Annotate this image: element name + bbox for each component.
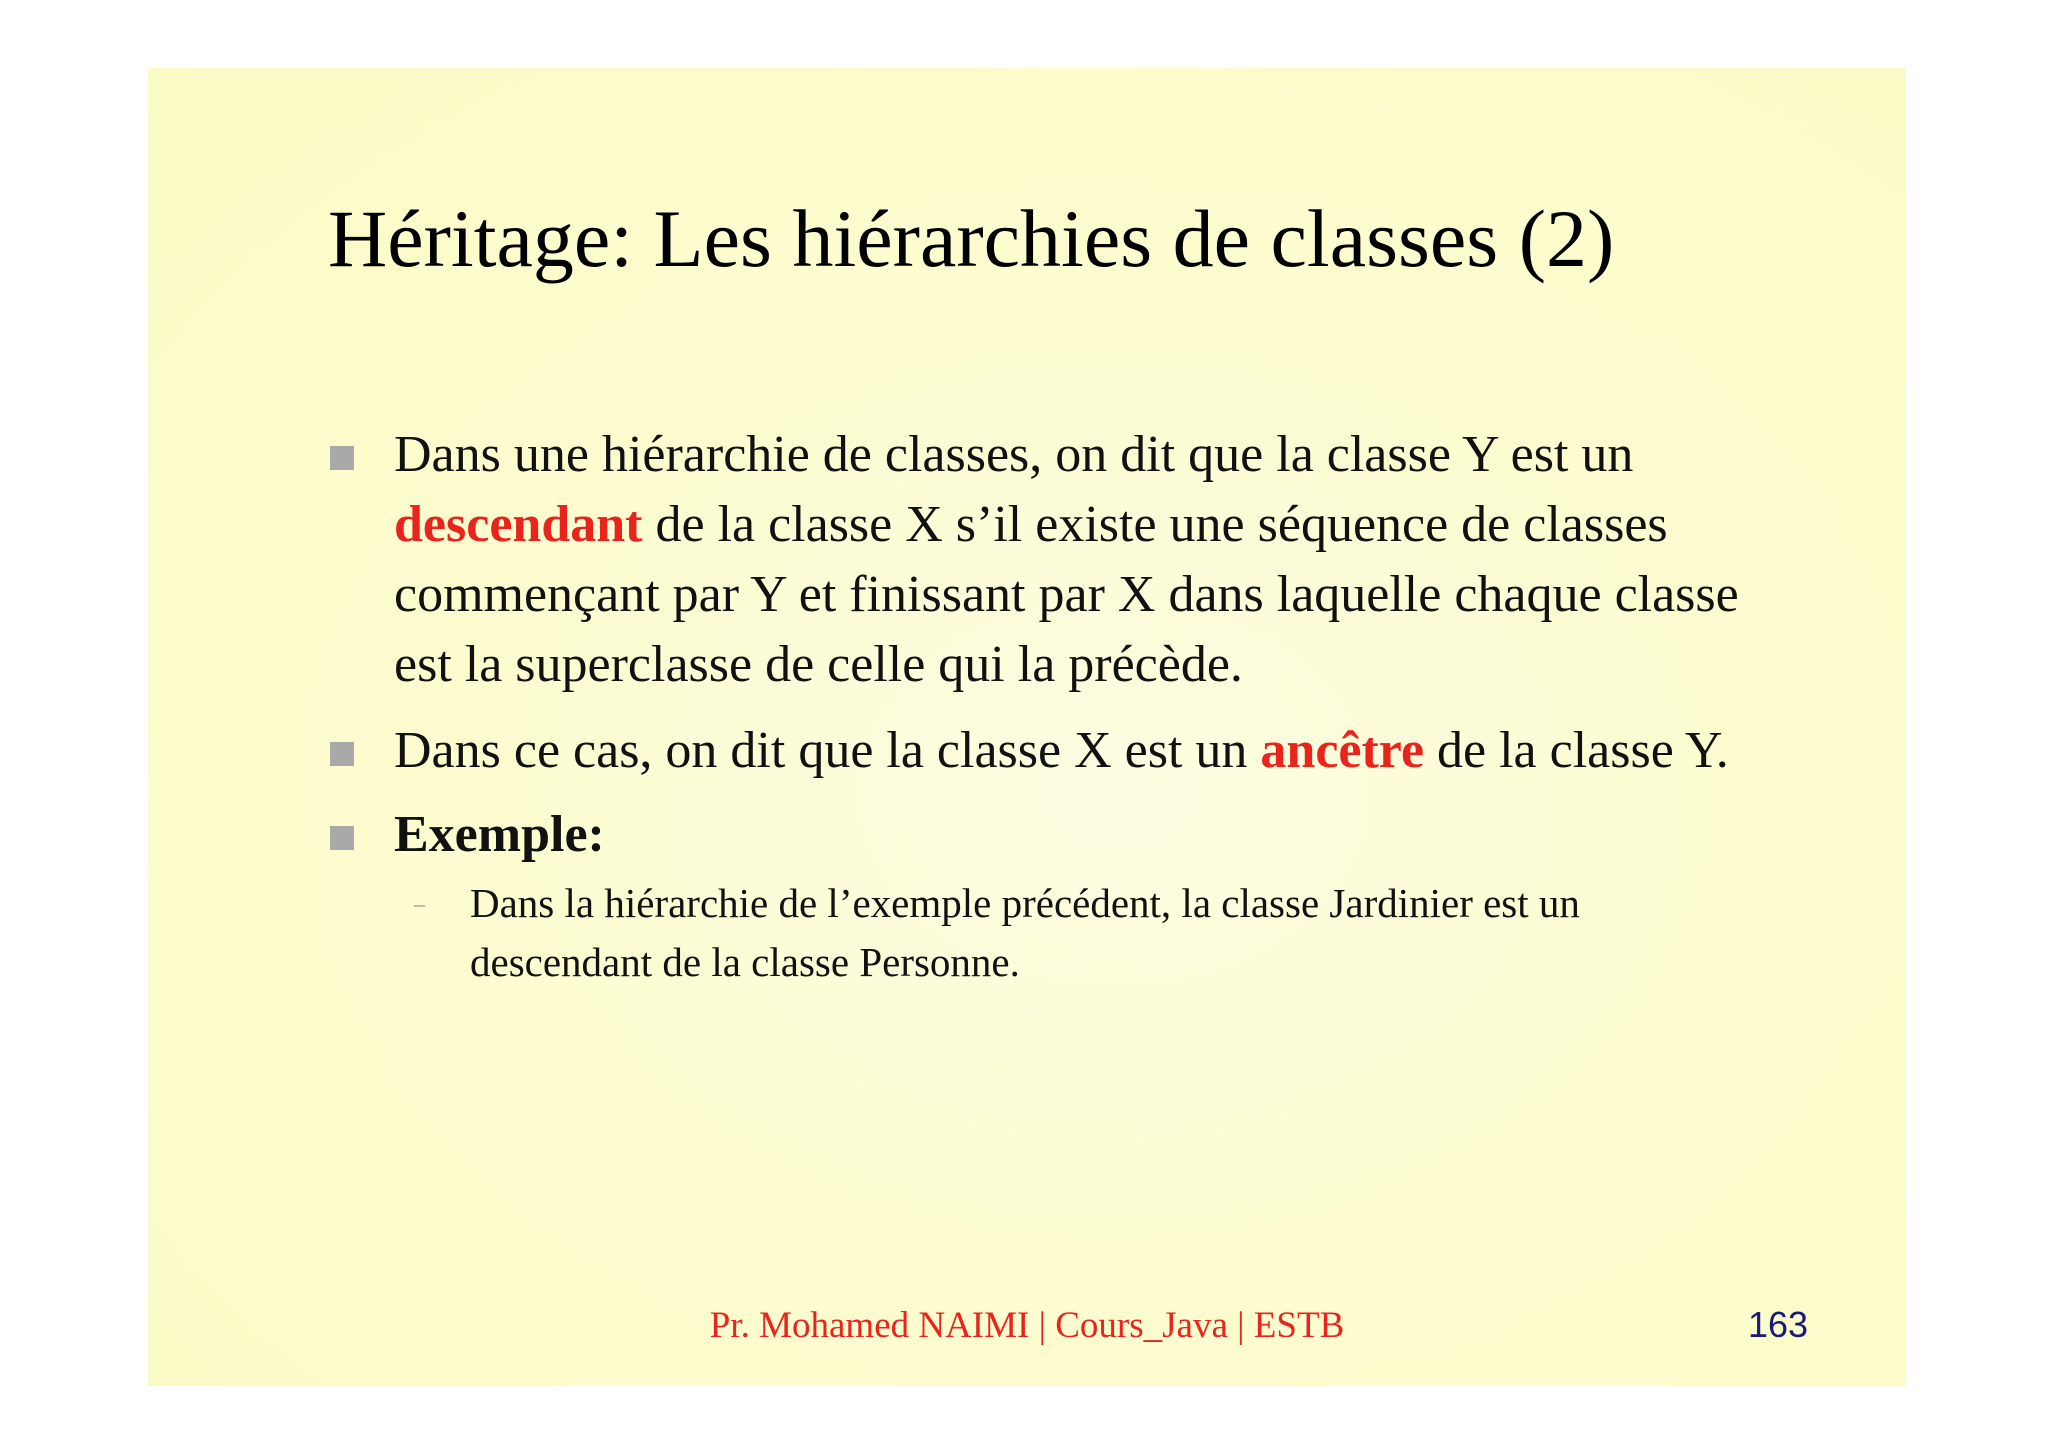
bullet-text-before: Dans une hiérarchie de classes, on dit que la classe Y est un xyxy=(394,426,1634,483)
bullet-item-descendant xyxy=(328,420,1748,700)
sub-bullet-text: Dans la hiérarchie de l’exemple précédent, la classe Jardinier est un descendant de la classe Personne. xyxy=(470,880,1580,985)
slide xyxy=(148,68,1906,1386)
square-bullet-icon xyxy=(330,742,354,766)
bullet-item-example xyxy=(328,800,1748,870)
square-bullet-icon xyxy=(330,826,354,850)
highlight-descendant: descendant xyxy=(394,496,643,553)
bullet-text-after: de la classe Y. xyxy=(1424,722,1729,779)
square-bullet-icon xyxy=(330,446,354,470)
example-label: Exemple: xyxy=(394,806,605,863)
bullet-text-after: de la classe X s’il existe une séquence de classes commençant par Y et finissant par X dans laquelle chaque classe est la superclasse de celle qui la précède. xyxy=(394,496,1739,693)
bullet-text-before: Dans ce cas, on dit que la classe X est un xyxy=(394,722,1261,779)
page-number: 163 xyxy=(1748,1304,1809,1345)
bullet-list xyxy=(328,420,1748,992)
bullet-item-ancestor xyxy=(328,716,1748,786)
highlight-ancestor: ancêtre xyxy=(1260,722,1425,779)
slide-footer: Pr. Mohamed NAIMI | Cours_Java | ESTB xyxy=(709,1305,1345,1346)
slide-title: Héritage: Les hiérarchies de classes (2) xyxy=(328,193,1615,284)
sub-bullet-item xyxy=(328,874,1748,992)
dash-bullet-icon: – xyxy=(414,891,425,916)
